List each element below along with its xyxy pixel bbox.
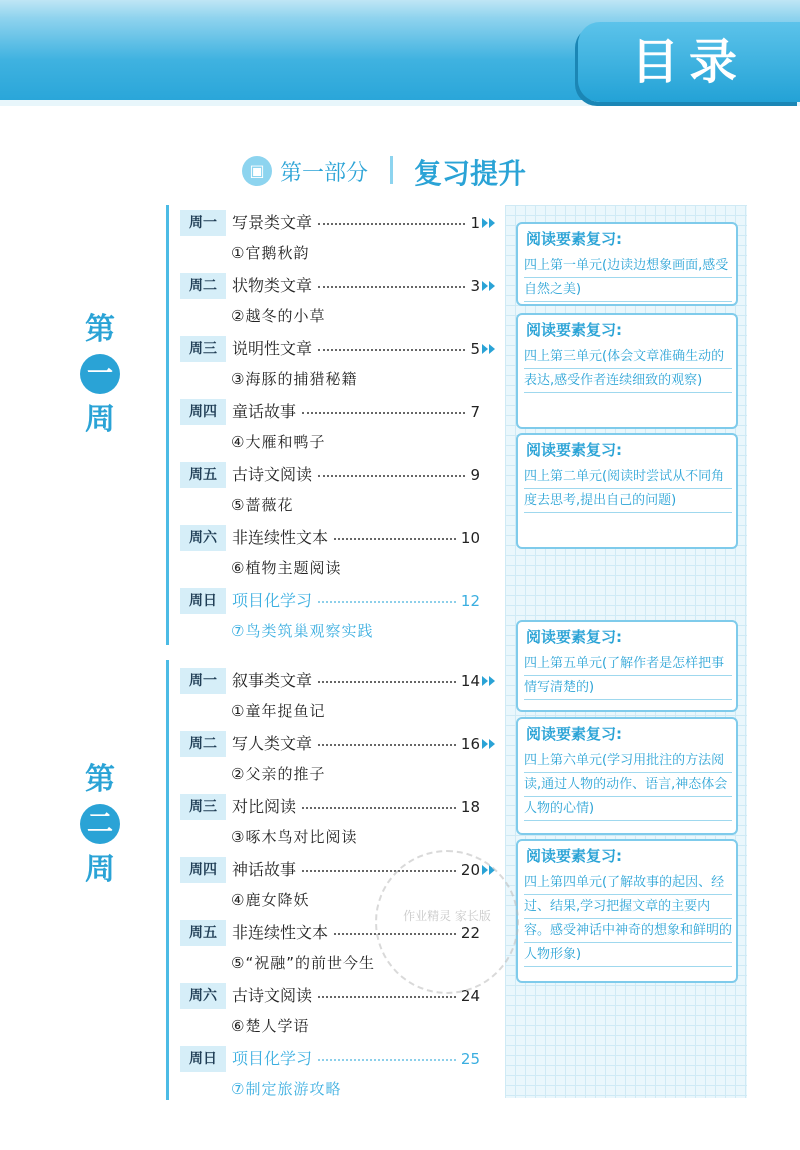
day-badge: 周日 [180,1046,226,1072]
dot-leader [318,681,456,683]
review-title: 阅读要素复习: [526,441,622,459]
toc-row[interactable] [180,525,510,553]
week-2-label [70,760,130,900]
toc-topic: 童话故事 [232,402,297,421]
week-label-zhou: 周 [85,402,115,437]
toc-topic: 神话故事 [232,860,297,879]
page-number: 5 [470,340,480,358]
page-number: 18 [460,798,480,816]
toc-subtitle[interactable]: ⑤“祝融”的前世今生 [231,954,375,972]
toc-topic: 写人类文章 [232,734,313,753]
week-label-di: 第 [85,312,115,347]
toc-subtitle[interactable]: ①官鹅秋韵 [231,244,310,262]
day-badge: 周一 [180,210,226,236]
day-badge: 周六 [180,525,226,551]
review-text: 四上第一单元(边读边想象画面,感受自然之美) [524,254,732,302]
toc-topic: 项目化学习 [232,591,313,610]
page-number: 24 [460,987,480,1005]
toc-subtitle[interactable]: ①童年捉鱼记 [231,702,326,720]
day-badge: 周五 [180,462,226,488]
toc-row[interactable] [180,1046,510,1074]
day-badge: 周三 [180,336,226,362]
toc-row[interactable] [180,210,510,238]
section-title: 复习提升 [414,157,527,190]
review-text: 四上第六单元(学习用批注的方法阅读,通过人物的动作、语言,神态体会人物的心情) [524,749,732,821]
dot-leader [318,1059,456,1061]
toc-topic: 叙事类文章 [232,671,313,690]
page-number: 9 [470,466,480,484]
toc-row[interactable] [180,731,510,759]
review-box [516,222,738,306]
week-1-line [166,205,169,645]
page-title: 目录 [630,34,747,90]
page-number: 20 [460,861,480,879]
review-title: 阅读要素复习: [526,725,622,743]
double-arrow-icon [482,281,496,291]
dot-leader [318,349,465,351]
toc-topic: 古诗文阅读 [232,465,313,484]
dot-leader [318,744,456,746]
toc-subtitle[interactable]: ⑦制定旅游攻略 [231,1080,342,1098]
day-badge: 周四 [180,857,226,883]
toc-topic: 状物类文章 [232,276,313,295]
toc-subtitle[interactable]: ③海豚的捕猎秘籍 [231,370,358,388]
toc-subtitle[interactable]: ⑤蔷薇花 [231,496,294,514]
page-number: 1 [470,214,480,232]
review-text: 四上第五单元(了解作者是怎样把事情写清楚的) [524,652,732,700]
toc-row[interactable] [180,668,510,696]
page-number: 10 [460,529,480,547]
review-text: 四上第四单元(了解故事的起因、经过、结果,学习把握文章的主要内容。感受神话中神奇的想象和鲜明的人物形象) [524,871,732,967]
section-divider [390,156,393,184]
review-text: 四上第三单元(体会文章准确生动的表达,感受作者连续细致的观察) [524,345,732,393]
toc-row[interactable] [180,399,510,427]
toc-topic: 项目化学习 [232,1049,313,1068]
toc-subtitle[interactable]: ④大雁和鸭子 [231,433,326,451]
dot-leader [318,601,456,603]
review-text: 四上第二单元(阅读时尝试从不同角度去思考,提出自己的问题) [524,465,732,513]
week-number-badge: 一 [80,354,120,394]
review-box [516,313,738,429]
toc-topic: 对比阅读 [232,797,297,816]
double-arrow-icon [482,739,496,749]
review-box [516,433,738,549]
toc-subtitle[interactable]: ⑥楚人学语 [231,1017,310,1035]
day-badge: 周六 [180,983,226,1009]
day-badge: 周日 [180,588,226,614]
toc-subtitle[interactable]: ④鹿女降妖 [231,891,310,909]
page-number: 25 [460,1050,480,1068]
watermark-seal [375,850,519,994]
toc-row[interactable] [180,794,510,822]
double-arrow-icon [482,344,496,354]
toc-subtitle[interactable]: ③啄木鸟对比阅读 [231,828,358,846]
page-number: 12 [460,592,480,610]
day-badge: 周一 [180,668,226,694]
day-badge: 周三 [180,794,226,820]
week-1-label [70,310,130,450]
day-badge: 周二 [180,731,226,757]
review-title: 阅读要素复习: [526,628,622,646]
review-box [516,717,738,835]
week-2-line [166,660,169,1100]
toc-row[interactable] [180,273,510,301]
dot-leader [302,807,456,809]
toc-subtitle[interactable]: ⑦鸟类筑巢观察实践 [231,622,374,640]
week-label-zhou: 周 [85,852,115,887]
double-arrow-icon [482,676,496,686]
week-number-badge: 二 [80,804,120,844]
review-title: 阅读要素复习: [526,321,622,339]
review-box [516,839,738,983]
double-arrow-icon [482,218,496,228]
toc-subtitle[interactable]: ②越冬的小草 [231,307,326,325]
page-number: 22 [460,924,480,942]
dot-leader [318,475,465,477]
page-number: 3 [470,277,480,295]
toc-subtitle[interactable]: ②父亲的推子 [231,765,326,783]
toc-topic: 非连续性文本 [232,528,329,547]
review-title: 阅读要素复习: [526,230,622,248]
section-part: 第一部分 [280,161,369,186]
toc-topic: 非连续性文本 [232,923,329,942]
toc-topic: 写景类文章 [232,213,313,232]
day-badge: 周五 [180,920,226,946]
day-badge: 周二 [180,273,226,299]
toc-row[interactable] [180,588,510,616]
toc-row[interactable] [180,336,510,364]
review-box [516,620,738,712]
page-number: 7 [470,403,480,421]
toc-row[interactable] [180,462,510,490]
dot-leader [302,412,465,414]
page-number: 14 [460,672,480,690]
watermark-text: 作业精灵 家长版 [403,909,491,923]
dot-leader [318,223,465,225]
dot-leader [318,286,465,288]
toc-topic: 古诗文阅读 [232,986,313,1005]
toc-subtitle[interactable]: ⑥植物主题阅读 [231,559,342,577]
dot-leader [318,996,456,998]
dot-leader [334,538,456,540]
book-icon: ▣ [242,156,272,186]
review-title: 阅读要素复习: [526,847,622,865]
day-badge: 周四 [180,399,226,425]
toc-topic: 说明性文章 [232,339,313,358]
title-tab [578,22,800,102]
week-label-di: 第 [85,762,115,797]
page-number: 16 [460,735,480,753]
